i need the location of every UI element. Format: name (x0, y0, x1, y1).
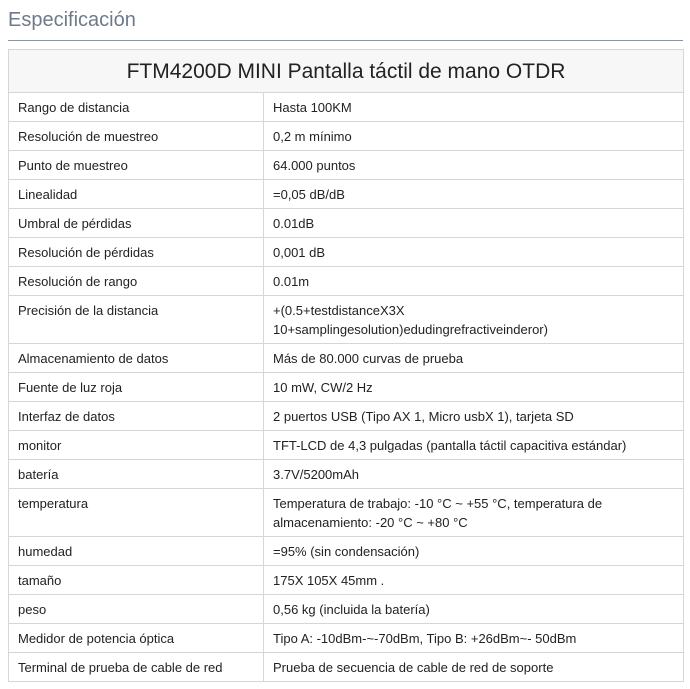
spec-label: tamaño (9, 566, 264, 595)
table-row (9, 653, 684, 682)
spec-value: 175X 105X 45mm . (264, 566, 684, 595)
spec-value: 0,001 dB (264, 238, 684, 267)
spec-label: Fuente de luz roja (9, 373, 264, 402)
spec-label: Resolución de rango (9, 267, 264, 296)
table-row (9, 209, 684, 238)
table-row (9, 238, 684, 267)
table-row (9, 537, 684, 566)
spec-value: +(0.5+testdistanceX3X 10+samplingesolution)edudingrefractiveinderor) (264, 296, 684, 344)
table-row (9, 489, 684, 537)
spec-value: 2 puertos USB (Tipo AX 1, Micro usbX 1), tarjeta SD (264, 402, 684, 431)
table-row (9, 93, 684, 122)
spec-label: Medidor de potencia óptica (9, 624, 264, 653)
spec-label: Almacenamiento de datos (9, 344, 264, 373)
spec-label: Precisión de la distancia (9, 296, 264, 344)
table-header-row (9, 50, 684, 93)
spec-value: 0,2 m mínimo (264, 122, 684, 151)
spec-label: Resolución de pérdidas (9, 238, 264, 267)
spec-label: Terminal de prueba de cable de red (9, 653, 264, 682)
spec-value: Temperatura de trabajo: -10 °C ~ +55 °C, temperatura de almacenamiento: -20 °C ~ +80 °C (264, 489, 684, 537)
table-row (9, 180, 684, 209)
table-row (9, 151, 684, 180)
spec-label: Rango de distancia (9, 93, 264, 122)
table-row (9, 373, 684, 402)
table-row (9, 460, 684, 489)
spec-label: temperatura (9, 489, 264, 537)
spec-value: 0.01m (264, 267, 684, 296)
spec-value: Hasta 100KM (264, 93, 684, 122)
spec-label: Linealidad (9, 180, 264, 209)
spec-value: 64.000 puntos (264, 151, 684, 180)
specification-table (8, 49, 684, 682)
spec-label: humedad (9, 537, 264, 566)
spec-value: =0,05 dB/dB (264, 180, 684, 209)
spec-label: Interfaz de datos (9, 402, 264, 431)
title-divider (8, 40, 683, 41)
spec-label: peso (9, 595, 264, 624)
table-row (9, 267, 684, 296)
spec-value: 10 mW, CW/2 Hz (264, 373, 684, 402)
section-title: Especificación (8, 9, 136, 31)
spec-label: Umbral de pérdidas (9, 209, 264, 238)
spec-value: 0.01dB (264, 209, 684, 238)
table-row (9, 122, 684, 151)
table-row (9, 431, 684, 460)
table-row (9, 624, 684, 653)
spec-value: Prueba de secuencia de cable de red de soporte (264, 653, 684, 682)
table-row (9, 595, 684, 624)
product-title: FTM4200D MINI Pantalla táctil de mano OTDR (9, 50, 684, 93)
spec-value: =95% (sin condensación) (264, 537, 684, 566)
table-row (9, 402, 684, 431)
spec-value: 0,56 kg (incluida la batería) (264, 595, 684, 624)
spec-label: Resolución de muestreo (9, 122, 264, 151)
spec-label: monitor (9, 431, 264, 460)
spec-label: Punto de muestreo (9, 151, 264, 180)
spec-value: Más de 80.000 curvas de prueba (264, 344, 684, 373)
spec-value: Tipo A: -10dBm-~-70dBm, Tipo B: +26dBm~- 50dBm (264, 624, 684, 653)
spec-label: batería (9, 460, 264, 489)
table-row (9, 344, 684, 373)
table-row (9, 296, 684, 344)
table-row (9, 566, 684, 595)
spec-value: TFT-LCD de 4,3 pulgadas (pantalla táctil capacitiva estándar) (264, 431, 684, 460)
spec-value: 3.7V/5200mAh (264, 460, 684, 489)
